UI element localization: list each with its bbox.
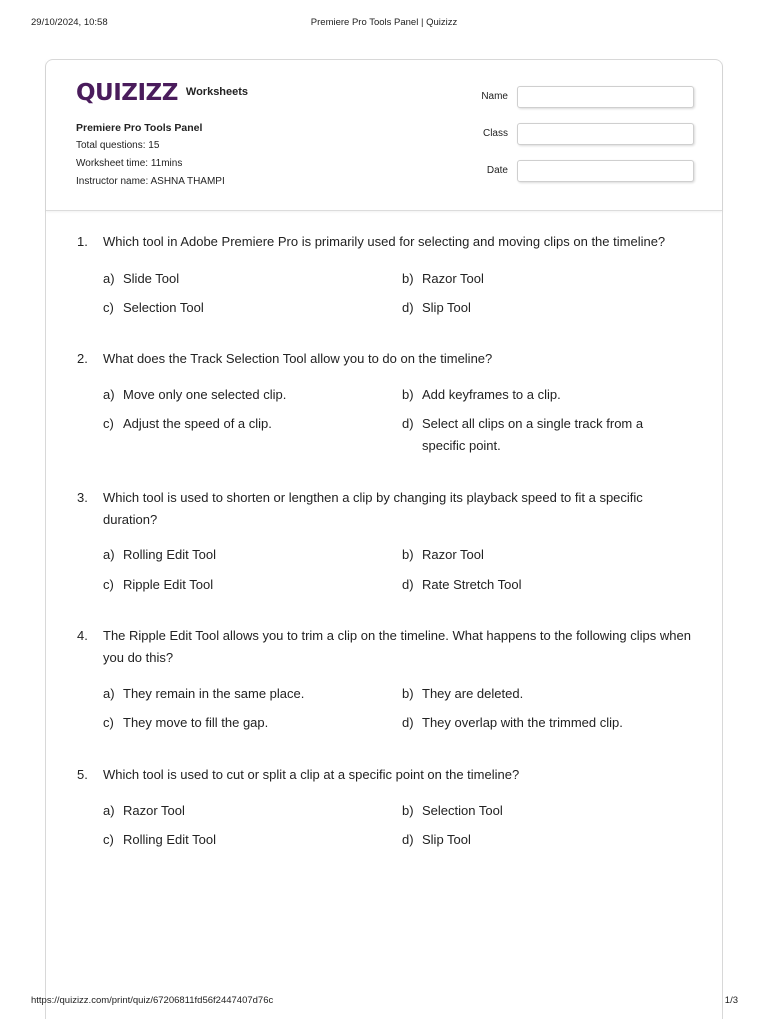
worksheet-card — [45, 59, 723, 1019]
option-c[interactable]: c) Selection Tool — [103, 300, 204, 315]
option-a[interactable]: a) Rolling Edit Tool — [103, 547, 216, 562]
print-page-number: 1/3 — [724, 995, 738, 1006]
date-field[interactable] — [517, 160, 694, 182]
question-number: 2. — [77, 351, 88, 366]
question-number: 1. — [77, 234, 88, 249]
name-label: Name — [481, 91, 508, 102]
option-c[interactable]: c) They move to fill the gap. — [103, 715, 269, 730]
option-d[interactable]: d) Rate Stretch Tool — [402, 577, 522, 592]
option-b[interactable]: b) Selection Tool — [402, 803, 503, 818]
quizizz-logo — [76, 80, 248, 106]
print-datetime: 29/10/2024, 10:58 — [31, 17, 108, 28]
option-d[interactable]: d) Slip Tool — [402, 832, 471, 847]
worksheet-header — [46, 60, 722, 211]
question-text: The Ripple Edit Tool allows you to trim a clip on the timeline. What happens to the following clips when you do this? — [103, 628, 691, 665]
total-questions: Total questions: 15 — [76, 140, 160, 151]
question-text: Which tool is used to cut or split a clip at a specific point on the timeline? — [103, 767, 520, 782]
name-field[interactable] — [517, 86, 694, 108]
worksheet-title: Premiere Pro Tools Panel — [76, 122, 203, 134]
logo-wordmark: QUIZIZZ — [76, 80, 178, 106]
question-number: 3. — [77, 490, 88, 505]
option-c[interactable]: c) Ripple Edit Tool — [103, 577, 214, 592]
question-text: Which tool in Adobe Premiere Pro is primarily used for selecting and moving clips on the timeline? — [103, 234, 666, 249]
option-a[interactable]: a) Move only one selected clip. — [103, 387, 287, 402]
option-b[interactable]: b) Razor Tool — [402, 271, 484, 286]
option-a[interactable]: a) Razor Tool — [103, 803, 185, 818]
option-d[interactable]: d) Slip Tool — [402, 300, 471, 315]
worksheet-meta — [76, 119, 225, 191]
date-label: Date — [486, 165, 508, 176]
question-text: Which tool is used to shorten or lengthen a clip by changing its playback speed to fit a specific duration? — [103, 490, 643, 527]
option-d[interactable]: d) They overlap with the trimmed clip. — [402, 715, 623, 730]
option-c[interactable]: c) Adjust the speed of a clip. — [103, 416, 272, 431]
question-text: What does the Track Selection Tool allow you to do on the timeline? — [103, 351, 493, 366]
option-a[interactable]: a) Slide Tool — [103, 271, 180, 286]
option-c[interactable]: c) Rolling Edit Tool — [103, 832, 216, 847]
print-url[interactable]: https://quizizz.com/print/quiz/67206811fd56f2447407d76c — [31, 995, 274, 1006]
option-b[interactable]: b) Razor Tool — [402, 547, 484, 562]
question-number: 5. — [77, 767, 88, 782]
option-a[interactable]: a) They remain in the same place. — [103, 686, 305, 701]
worksheet-time: Worksheet time: 11mins — [76, 158, 183, 169]
option-b[interactable]: b) Add keyframes to a clip. — [402, 387, 561, 402]
question-number: 4. — [77, 628, 88, 643]
print-page-title: Premiere Pro Tools Panel | Quizizz — [310, 17, 458, 28]
class-field[interactable] — [517, 123, 694, 145]
instructor-name: Instructor name: ASHNA THAMPI — [76, 176, 225, 187]
option-d[interactable]: d) Select all clips on a single track from a specific point. — [402, 416, 644, 453]
logo-subtitle: Worksheets — [185, 86, 249, 98]
class-label: Class — [482, 128, 508, 139]
option-b[interactable]: b) They are deleted. — [402, 686, 524, 701]
